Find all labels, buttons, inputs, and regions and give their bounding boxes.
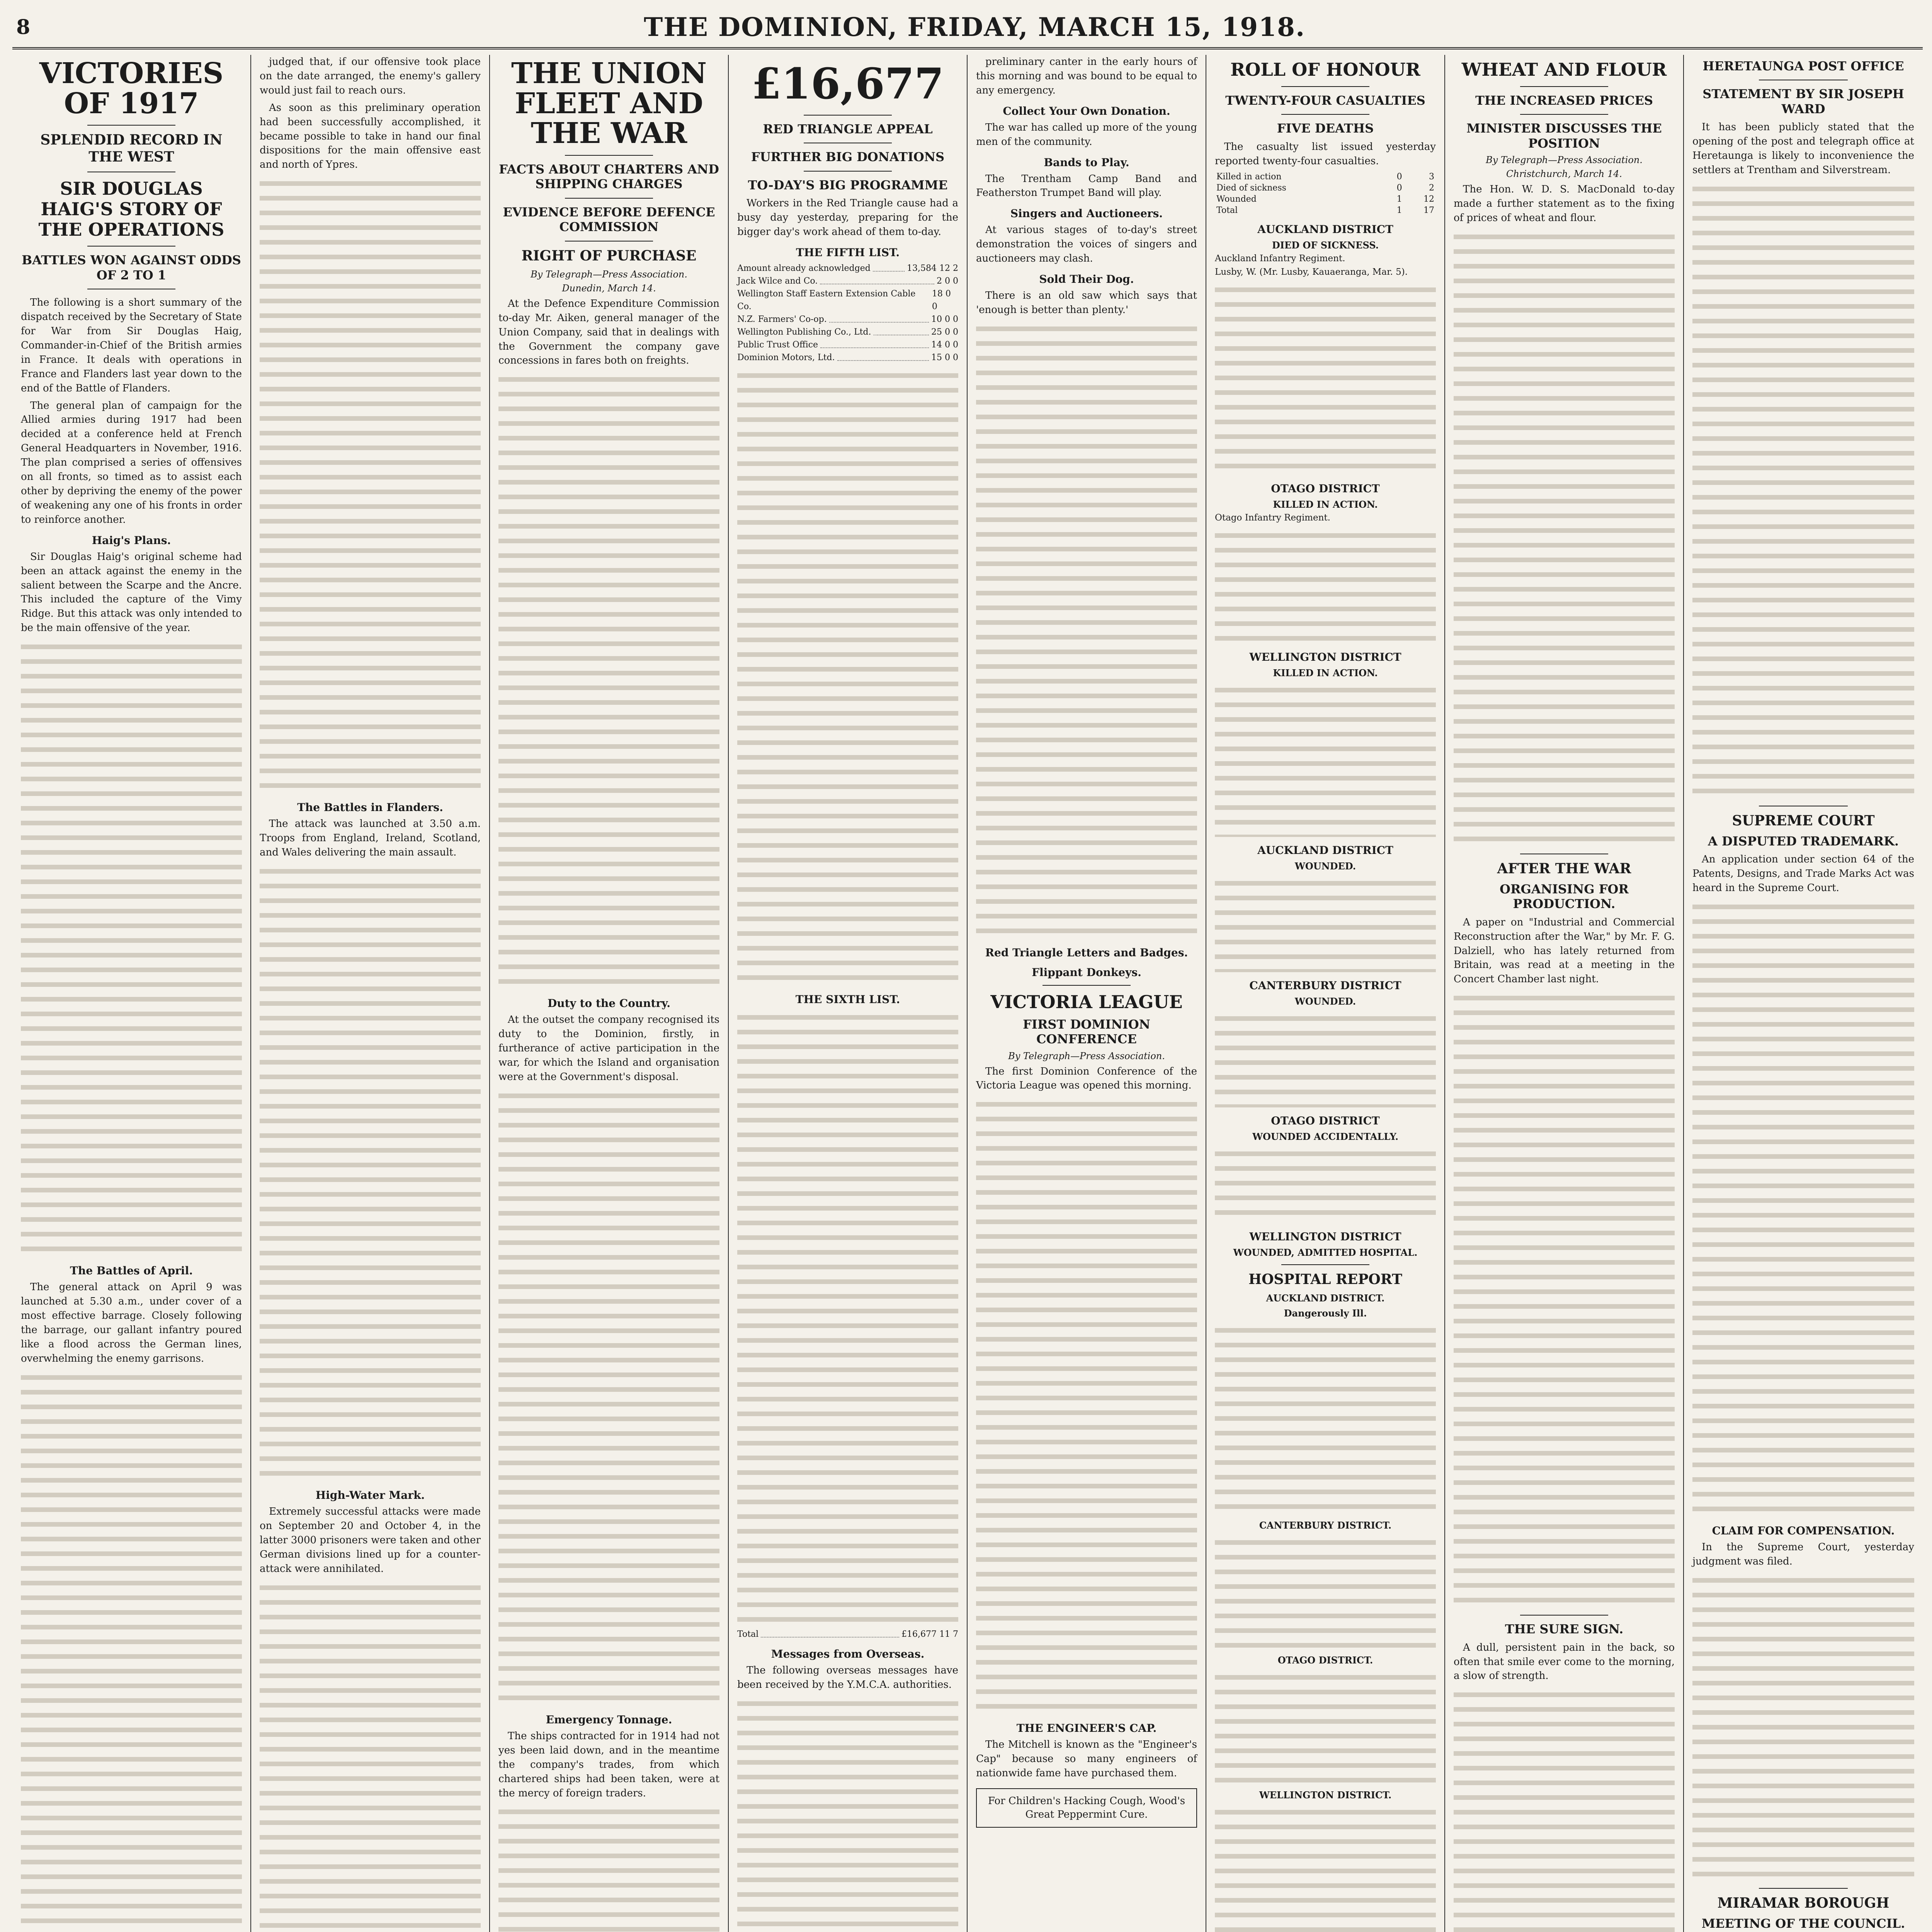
article-body bbox=[21, 296, 242, 1932]
donor-amount: 18 0 0 bbox=[932, 289, 951, 311]
leader-dots bbox=[820, 338, 929, 348]
text-block bbox=[260, 864, 481, 1482]
byline: By Telegraph—Press Association. bbox=[1008, 1050, 1165, 1061]
headline-miramar: MIRAMAR BOROUGH bbox=[1717, 1895, 1889, 1911]
paragraph: At various stages of to-day's street demonstration the voices of singers and auctioneers may clash. bbox=[976, 224, 1197, 265]
text-block bbox=[1215, 1146, 1436, 1223]
deck-evidence: EVIDENCE BEFORE DEFENCE COMMISSION bbox=[503, 204, 715, 235]
category-heading: WOUNDED. bbox=[1294, 996, 1356, 1007]
district-heading: OTAGO DISTRICT bbox=[1271, 482, 1380, 495]
table-cell: 1 bbox=[1396, 194, 1402, 204]
casualty-entry: Lusby, W. (Mr. Lusby, Kauaeranga, Mar. 5). bbox=[1215, 267, 1408, 277]
text-block bbox=[1454, 1687, 1675, 1932]
subheading: Sold Their Dog. bbox=[1039, 273, 1134, 286]
text-block bbox=[21, 639, 242, 1257]
text-block bbox=[737, 368, 958, 986]
byline: By Telegraph—Press Association. bbox=[531, 269, 687, 280]
column-8 bbox=[1684, 55, 1923, 1932]
masthead bbox=[12, 12, 1923, 49]
leader-dots bbox=[873, 262, 905, 272]
paragraph: A dull, persistent pain in the back, so often that smile ever come to the morning, a slow of strength. bbox=[1454, 1641, 1675, 1682]
table-cell: 2 bbox=[1429, 183, 1434, 193]
headline-hospital-report: HOSPITAL REPORT bbox=[1248, 1271, 1402, 1288]
text-block bbox=[498, 372, 719, 990]
paragraph: The general plan of campaign for the Allied armies during 1917 had been decided at a conference held at French General Headquarters in November, 1916. The plan comprised a series of offensives on all fronts, so timed as to assist each other by depriving the enemy of the power of weakening any one of his fronts in order to reinforce another. bbox=[21, 400, 242, 526]
headline-victoria-league: VICTORIA LEAGUE bbox=[990, 991, 1183, 1012]
paragraph: Sir Douglas Haig's original scheme had been an attack against the enemy in the salient between the Scarpe and the Ancre. This included the capture of the Vimy Ridge. But this attack was only intended to be the main offensive of the year. bbox=[21, 551, 242, 634]
table-cell: Total bbox=[1216, 206, 1238, 216]
donor-amount: 25 0 0 bbox=[931, 327, 958, 337]
column-3 bbox=[490, 55, 729, 1932]
paragraph: The ships contracted for in 1914 had not yes been laid down, and in the meantime the company's trades, from which chartered ships had been taken, were at the mercy of foreign traders. bbox=[498, 1730, 719, 1799]
category-heading: WOUNDED ACCIDENTALLY. bbox=[1252, 1131, 1398, 1143]
table-row bbox=[1215, 171, 1436, 182]
deck-statement-ward: STATEMENT BY SIR JOSEPH WARD bbox=[1702, 87, 1904, 116]
deck-casualties: TWENTY-FOUR CASUALTIES bbox=[1225, 93, 1425, 108]
donor-name: N.Z. Farmers' Co-op. bbox=[737, 314, 827, 324]
category-heading: OTAGO DISTRICT. bbox=[1277, 1655, 1373, 1666]
list-item bbox=[737, 275, 958, 287]
advertisement bbox=[976, 1788, 1197, 1828]
text-block bbox=[1454, 990, 1675, 1609]
divider bbox=[565, 155, 653, 156]
columns bbox=[12, 55, 1923, 1932]
text-block bbox=[498, 1088, 719, 1706]
district-heading: CANTERBURY DISTRICT bbox=[1249, 979, 1401, 992]
district-heading: WELLINGTON DISTRICT bbox=[1249, 651, 1401, 664]
text-block bbox=[737, 1010, 958, 1628]
deck-disputed-trademark: A DISPUTED TRADEMARK. bbox=[1708, 833, 1899, 849]
list-item bbox=[737, 338, 958, 351]
district-heading: AUCKLAND DISTRICT bbox=[1257, 223, 1393, 236]
deck-five-deaths: FIVE DEATHS bbox=[1277, 121, 1374, 136]
casualty-summary-table bbox=[1215, 171, 1436, 216]
headline-roll-of-honour: ROLL OF HONOUR bbox=[1230, 59, 1420, 80]
subheading: Messages from Overseas. bbox=[771, 1647, 925, 1660]
paragraph: The following is a short summary of the dispatch received by the Secretary of State for War from Sir Douglas Haig, Commander-in-Chief of the British armies in France. It deals with operations in France and Flanders last year down to the end of the Battle of Flanders. bbox=[21, 297, 242, 394]
headline-supreme-court: SUPREME COURT bbox=[1732, 812, 1875, 829]
headline-victories: VICTORIES OF 1917 bbox=[39, 57, 224, 120]
deck-first-conference: FIRST DOMINION CONFERENCE bbox=[1023, 1017, 1150, 1047]
paragraph: There is an old saw which says that 'enough is better than plenty.' bbox=[976, 290, 1197, 316]
donor-name: Wellington Staff Eastern Extension Cable Co. bbox=[737, 289, 916, 311]
deck-haig-story: SIR DOUGLAS HAIG'S STORY OF THE OPERATIONS bbox=[38, 178, 224, 240]
table-cell: Wounded bbox=[1216, 194, 1257, 204]
paragraph: The following overseas messages have been received by the Y.M.C.A. authorities. bbox=[737, 1664, 958, 1690]
column-5 bbox=[968, 55, 1206, 1932]
list-item bbox=[737, 313, 958, 326]
dateline: Dunedin, March 14. bbox=[562, 282, 656, 294]
text-block bbox=[1215, 876, 1436, 972]
text-block bbox=[1692, 899, 1914, 1517]
text-block bbox=[260, 1580, 481, 1932]
category-heading: Dangerously Ill. bbox=[1284, 1308, 1367, 1319]
paragraph: Extremely successful attacks were made on September 20 and October 4, in the latter 3000 prisoners were taken and other German divisions lined up for a counter-attack were annihilated. bbox=[260, 1505, 481, 1575]
subheading: The Battles in Flanders. bbox=[297, 801, 443, 814]
deck-council-meeting: MEETING OF THE COUNCIL. bbox=[1701, 1916, 1905, 1931]
table-row bbox=[1215, 194, 1436, 205]
district-heading: AUCKLAND DISTRICT bbox=[1257, 844, 1393, 857]
paragraph: The Mitchell is known as the "Engineer's Cap" because so many engineers of nationwide fame have purchased them. bbox=[976, 1739, 1197, 1779]
total-row bbox=[737, 1628, 958, 1641]
list-item bbox=[737, 351, 958, 364]
divider bbox=[1281, 1264, 1370, 1265]
article-body bbox=[1454, 1641, 1675, 1932]
paragraph: It has been publicly stated that the opening of the post and telegraph office at Heretaunga is likely to inconvenience the settlers at Trentham and Silverstream. bbox=[1692, 121, 1914, 176]
article-body bbox=[737, 1663, 958, 1932]
paragraph: A paper on "Industrial and Commercial Reconstruction after the War," by Mr. F. G. Dalziell, who has lately returned from Britain, was read at a meeting in the Concert Chamber last night. bbox=[1454, 916, 1675, 985]
donor-amount: 14 0 0 bbox=[931, 340, 958, 350]
table-row bbox=[1215, 205, 1436, 216]
list-item bbox=[737, 262, 958, 275]
table-cell: Killed in action bbox=[1216, 172, 1282, 182]
paragraph: The war has called up more of the young men of the community. bbox=[976, 121, 1197, 148]
subheading: THE FIFTH LIST. bbox=[796, 246, 900, 259]
subheading: Flippant Donkeys. bbox=[1032, 966, 1141, 979]
page-number: 8 bbox=[16, 15, 31, 39]
text-block bbox=[260, 176, 481, 794]
district-heading: OTAGO DISTRICT bbox=[1271, 1114, 1380, 1128]
category-heading: KILLED IN ACTION. bbox=[1273, 498, 1378, 510]
paragraph: As soon as this preliminary operation had been successfully accomplished, it became possible to take in hand our final dispositions for the main offensive east and north of Ypres. bbox=[260, 102, 481, 171]
divider bbox=[1043, 985, 1131, 986]
total-amount: £16,677 11 7 bbox=[901, 1629, 958, 1639]
text-block bbox=[976, 321, 1197, 939]
divider bbox=[87, 125, 176, 126]
text-block bbox=[1215, 528, 1436, 644]
text-block bbox=[21, 1370, 242, 1932]
article-body bbox=[1692, 852, 1914, 1882]
divider bbox=[565, 241, 653, 242]
deck-right-purchase: RIGHT OF PURCHASE bbox=[521, 247, 697, 264]
headline-sure-sign: THE SURE SIGN. bbox=[1505, 1622, 1624, 1637]
subheading: The Battles of April. bbox=[70, 1264, 193, 1277]
article-body bbox=[976, 55, 1197, 979]
paragraph: An application under section 64 of the Patents, Designs, and Trade Marks Act was heard in the Supreme Court. bbox=[1692, 854, 1914, 894]
article-body bbox=[498, 297, 719, 1932]
category-heading: DIED OF SICKNESS. bbox=[1272, 240, 1379, 251]
donor-amount: 10 0 0 bbox=[931, 314, 958, 324]
ad-body: For Children's Hacking Cough, Wood's Great Peppermint Cure. bbox=[988, 1795, 1185, 1821]
leader-dots bbox=[874, 326, 929, 335]
table-cell: 17 bbox=[1423, 206, 1434, 216]
donor-name: Dominion Motors, Ltd. bbox=[737, 352, 835, 362]
divider bbox=[804, 171, 892, 172]
category-heading: WOUNDED, ADMITTED HOSPITAL. bbox=[1233, 1247, 1418, 1259]
district-heading: WELLINGTON DISTRICT bbox=[1249, 1230, 1401, 1243]
article-body bbox=[976, 1065, 1197, 1781]
donor-amount: 13,584 12 2 bbox=[907, 263, 958, 273]
headline-union-fleet: THE UNION FLEET AND THE WAR bbox=[511, 57, 707, 150]
table-row bbox=[1215, 182, 1436, 194]
divider bbox=[1520, 1615, 1609, 1616]
text-block bbox=[498, 1804, 719, 1932]
paragraph: The general attack on April 9 was launched at 5.30 a.m., under cover of a most effective barrage. Closely following the barrage, our gallant infantry poured like a flood across the German lines, overwhelming the enemy garrisons. bbox=[21, 1281, 242, 1364]
subheading: Red Triangle Letters and Badges. bbox=[985, 946, 1188, 959]
paragraph: At the outset the company recognised its duty to the Dominion, firstly, in furtherance of active participation in the war, for which the Island and organisation were at the Government's disposal. bbox=[498, 1014, 719, 1083]
leader-dots bbox=[829, 313, 929, 323]
byline: By Telegraph—Press Association. bbox=[1486, 155, 1643, 166]
subheading: Duty to the Country. bbox=[548, 997, 670, 1010]
subheading: Bands to Play. bbox=[1044, 156, 1129, 169]
text-block bbox=[1215, 1535, 1436, 1651]
deck-splendid-record: SPLENDID RECORD IN THE WEST bbox=[40, 132, 223, 165]
subheading: Singers and Auctioneers. bbox=[1010, 207, 1163, 220]
category-heading: WOUNDED. bbox=[1294, 861, 1356, 872]
deck-minister-discusses: MINISTER DISCUSSES THE POSITION bbox=[1466, 121, 1662, 151]
divider bbox=[1520, 86, 1609, 87]
column-2 bbox=[251, 55, 490, 1932]
table-cell: 3 bbox=[1429, 172, 1434, 182]
article-body bbox=[1692, 120, 1914, 799]
list-item bbox=[737, 326, 958, 338]
donor-name: Wellington Publishing Co., Ltd. bbox=[737, 327, 871, 337]
donor-name: Jack Wilce and Co. bbox=[737, 276, 818, 286]
text-block bbox=[1215, 1323, 1436, 1516]
text-block bbox=[976, 1097, 1197, 1715]
article-body bbox=[1454, 182, 1675, 847]
subheading: THE ENGINEER'S CAP. bbox=[1016, 1722, 1157, 1735]
article-body bbox=[1454, 915, 1675, 1609]
list-item bbox=[737, 287, 958, 313]
text-block bbox=[1454, 229, 1675, 847]
casualty-entry: Otago Infantry Regiment. bbox=[1215, 512, 1330, 523]
article-body bbox=[1215, 140, 1436, 168]
subheading: CLAIM FOR COMPENSATION. bbox=[1712, 1524, 1895, 1537]
category-heading: WELLINGTON DISTRICT. bbox=[1259, 1789, 1392, 1801]
divider bbox=[804, 115, 892, 116]
paragraph: At the Defence Expenditure Commission to-day Mr. Aiken, general manager of the Union Company, said that in dealings with the Government the company gave concessions in fares both on freights. bbox=[498, 298, 719, 367]
paragraph: preliminary canter in the early hours of this morning and was bound to be equal to any emergency. bbox=[976, 56, 1197, 96]
donor-amount: 2 0 0 bbox=[937, 276, 958, 286]
leader-dots bbox=[837, 351, 929, 361]
donor-name: Amount already acknowledged bbox=[737, 263, 871, 273]
divider bbox=[1520, 114, 1609, 115]
text-block bbox=[737, 1696, 958, 1932]
deck-further-donations: FURTHER BIG DONATIONS bbox=[751, 150, 945, 165]
table-cell: 1 bbox=[1396, 206, 1402, 216]
subheading: THE SIXTH LIST. bbox=[795, 993, 900, 1006]
article-body bbox=[260, 55, 481, 1932]
divider bbox=[1281, 114, 1370, 115]
subheading: Collect Your Own Donation. bbox=[1003, 104, 1170, 117]
table-cell: Died of sickness bbox=[1216, 183, 1286, 193]
column-6 bbox=[1206, 55, 1445, 1932]
column-1 bbox=[12, 55, 251, 1932]
category-heading: CANTERBURY DISTRICT. bbox=[1259, 1520, 1392, 1531]
category-heading: KILLED IN ACTION. bbox=[1273, 667, 1378, 679]
total-label: Total bbox=[737, 1629, 759, 1639]
text-block bbox=[1215, 282, 1436, 475]
paragraph: The first Dominion Conference of the Victoria League was opened this morning. bbox=[976, 1065, 1197, 1092]
article-body bbox=[737, 196, 958, 239]
text-block bbox=[1215, 682, 1436, 837]
table-cell: 12 bbox=[1423, 194, 1434, 204]
subheading: High-Water Mark. bbox=[315, 1488, 425, 1502]
donation-list bbox=[737, 262, 958, 364]
text-block bbox=[1215, 1670, 1436, 1786]
paragraph: The Hon. W. D. S. MacDonald to-day made a further statement as to the fixing of prices of wheat and flour. bbox=[1454, 184, 1675, 224]
deck-organising: ORGANISING FOR PRODUCTION. bbox=[1500, 881, 1629, 912]
deck-red-triangle: RED TRIANGLE APPEAL bbox=[763, 122, 933, 136]
deck-increased-prices: THE INCREASED PRICES bbox=[1475, 93, 1653, 108]
deck-battles-won: BATTLES WON AGAINST ODDS OF 2 TO 1 bbox=[22, 253, 241, 282]
divider bbox=[1281, 86, 1370, 87]
table-cell: 0 bbox=[1396, 172, 1402, 182]
table-cell: 0 bbox=[1396, 183, 1402, 193]
leader-dots bbox=[820, 275, 934, 284]
paragraph: In the Supreme Court, yesterday judgment was filed. bbox=[1692, 1541, 1914, 1567]
newspaper-title: THE DOMINION, FRIDAY, MARCH 15, 1918. bbox=[644, 12, 1306, 42]
subheading: Haig's Plans. bbox=[92, 534, 171, 547]
paragraph: The attack was launched at 3.50 a.m. Troops from England, Ireland, Scotland, and Wales delivering the main assault. bbox=[260, 818, 481, 859]
divider bbox=[565, 198, 653, 199]
dateline: Christchurch, March 14. bbox=[1506, 168, 1622, 180]
text-block bbox=[1215, 1804, 1436, 1932]
text-block bbox=[1692, 181, 1914, 799]
headline-after-the-war: AFTER THE WAR bbox=[1497, 860, 1631, 877]
paragraph: The casualty list issued yesterday reported twenty-four casualties. bbox=[1215, 141, 1436, 167]
text-block bbox=[1215, 1011, 1436, 1107]
leader-dots bbox=[761, 1628, 899, 1638]
donor-name: Public Trust Office bbox=[737, 340, 818, 350]
appeal-total-headline: £16,677 bbox=[752, 59, 944, 109]
column-4 bbox=[729, 55, 968, 1932]
paragraph: The Trentham Camp Band and Featherston Trumpet Band will play. bbox=[976, 173, 1197, 199]
paragraph: Workers in the Red Triangle cause had a busy day yesterday, preparing for the bigger day's work ahead of them to-day. bbox=[737, 197, 958, 238]
column-7 bbox=[1445, 55, 1684, 1932]
deck-facts-charters: FACTS ABOUT CHARTERS AND SHIPPING CHARGES bbox=[499, 162, 719, 192]
text-block bbox=[1692, 1573, 1914, 1882]
deck-todays-programme: TO-DAY'S BIG PROGRAMME bbox=[748, 177, 948, 192]
headline-heretaunga: HERETAUNGA POST OFFICE bbox=[1702, 59, 1904, 73]
category-heading: AUCKLAND DISTRICT. bbox=[1266, 1293, 1385, 1304]
casualty-entry: Auckland Infantry Regiment. bbox=[1215, 253, 1345, 264]
headline-wheat-flour: WHEAT AND FLOUR bbox=[1461, 59, 1667, 80]
newspaper-page bbox=[12, 12, 1923, 1932]
paragraph: judged that, if our offensive took place on the date arranged, the enemy's gallery would just fail to reach ours. bbox=[260, 56, 481, 96]
divider bbox=[1759, 1888, 1848, 1889]
donor-amount: 15 0 0 bbox=[931, 352, 958, 362]
divider bbox=[87, 246, 176, 247]
subheading: Emergency Tonnage. bbox=[546, 1713, 672, 1726]
